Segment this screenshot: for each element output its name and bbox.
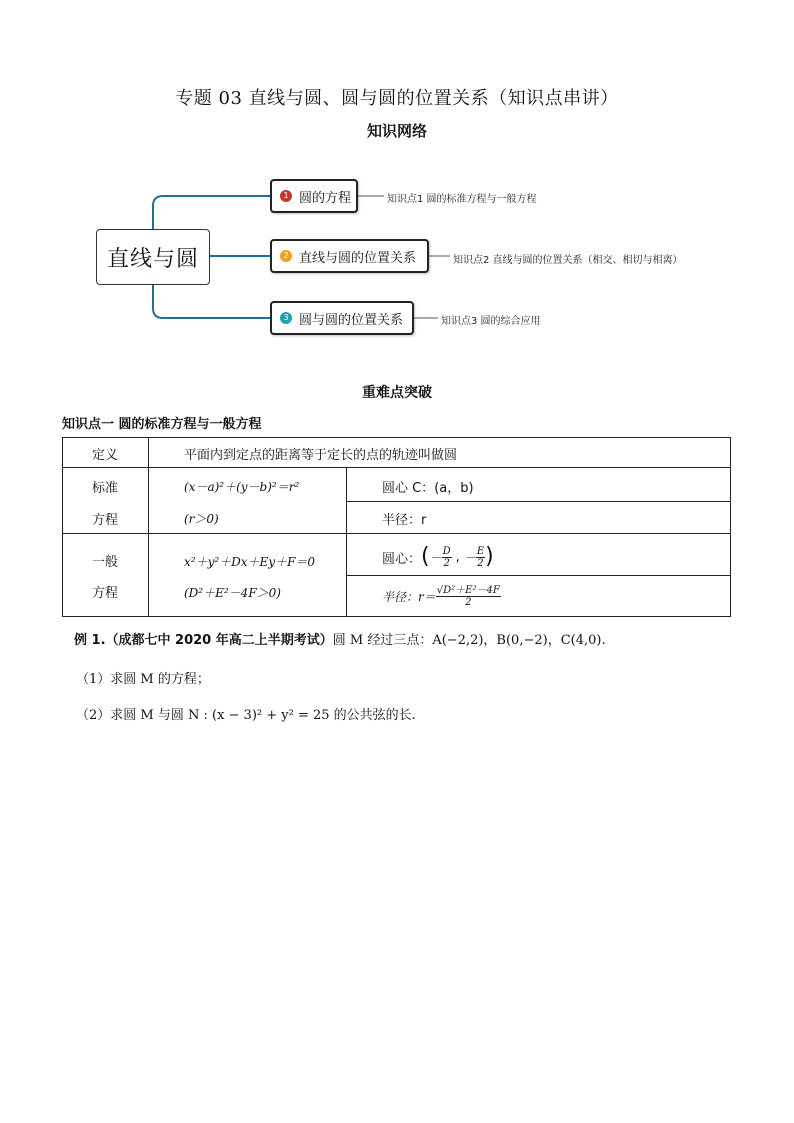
- branch-label-1: 圆的方程: [299, 190, 352, 206]
- fraction-E: $\frac{E}{2}$: [476, 545, 485, 569]
- section-subtitle: 知识网络: [366, 122, 427, 140]
- standard-center: 圆心 C：(a，b): [382, 481, 474, 496]
- row-label-general-2: 方程: [91, 586, 118, 601]
- mindmap-root: 直线与圆: [96, 229, 210, 285]
- page-title: 专题 03 直线与圆、圆与圆的位置关系（知识点串讲）: [175, 88, 619, 109]
- number-badge-3: 3: [280, 312, 292, 324]
- standard-radius: 半径：r: [382, 513, 427, 528]
- standard-equation: (x－a)²＋(y－b)²＝r²: [184, 480, 300, 494]
- branch-label-3: 圆与圆的位置关系: [299, 312, 404, 328]
- number-badge-2: 2: [280, 250, 292, 262]
- standard-condition: (r＞0): [184, 512, 219, 526]
- fraction-D: $\frac{D}{2}$: [442, 545, 451, 569]
- row-label-standard-1: 标准: [91, 481, 118, 496]
- general-center: 圆心： ( － $\frac{D}{2}$ , － $\frac{E}{2}$ ): [382, 544, 494, 569]
- question-2: （2）求圆 M 与圆 N : (x − 3)² + y² = 25 的公共弦的长.: [76, 708, 416, 723]
- general-center-label: 圆心：: [382, 551, 422, 567]
- row-label-general-1: 一般: [91, 555, 118, 570]
- mindmap-branch-3: [270, 301, 414, 335]
- fraction-radius: $\frac{\text{√D²＋E²－4F}}{2}$: [436, 584, 500, 608]
- number-badge-1: 1: [280, 190, 292, 202]
- example-1: [74, 629, 606, 648]
- branch-label-2: 直线与圆的位置关系: [299, 250, 417, 266]
- mindmap-leaf-3: 知识点3 圆的综合应用: [441, 316, 541, 327]
- general-radius: [382, 579, 501, 613]
- mindmap-leaf-2: 知识点2 直线与圆的位置关系（相交、相切与相离）: [453, 255, 683, 266]
- example-label: 例 1.（成都七中 2020 年高二上半期考试）: [74, 633, 333, 648]
- general-condition: (D²＋E²－4F＞0): [184, 586, 281, 600]
- general-equation: x²＋y²＋Dx＋Ey＋F＝0: [184, 555, 316, 569]
- row-label-standard-2: 方程: [91, 513, 118, 528]
- knowledge-point-title: 知识点一 圆的标准方程与一般方程: [62, 417, 262, 432]
- general-radius-label: 半径：r＝: [382, 589, 436, 604]
- section-title: 重难点突破: [362, 385, 432, 401]
- mindmap-leaf-1: 知识点1 圆的标准方程与一般方程: [387, 194, 537, 205]
- question-1: （1）求圆 M 的方程；: [76, 672, 210, 687]
- definition-text: 平面内到定点的距离等于定长的点的轨迹叫做圆: [184, 448, 458, 463]
- definition-table: [62, 437, 731, 617]
- row-label-definition: 定义: [91, 448, 118, 463]
- mindmap-branch-1: [270, 179, 358, 213]
- mindmap-branch-2: [270, 239, 429, 273]
- example-text: 圆 M 经过三点：A(−2,2)，B(0,−2)，C(4,0).: [332, 633, 606, 648]
